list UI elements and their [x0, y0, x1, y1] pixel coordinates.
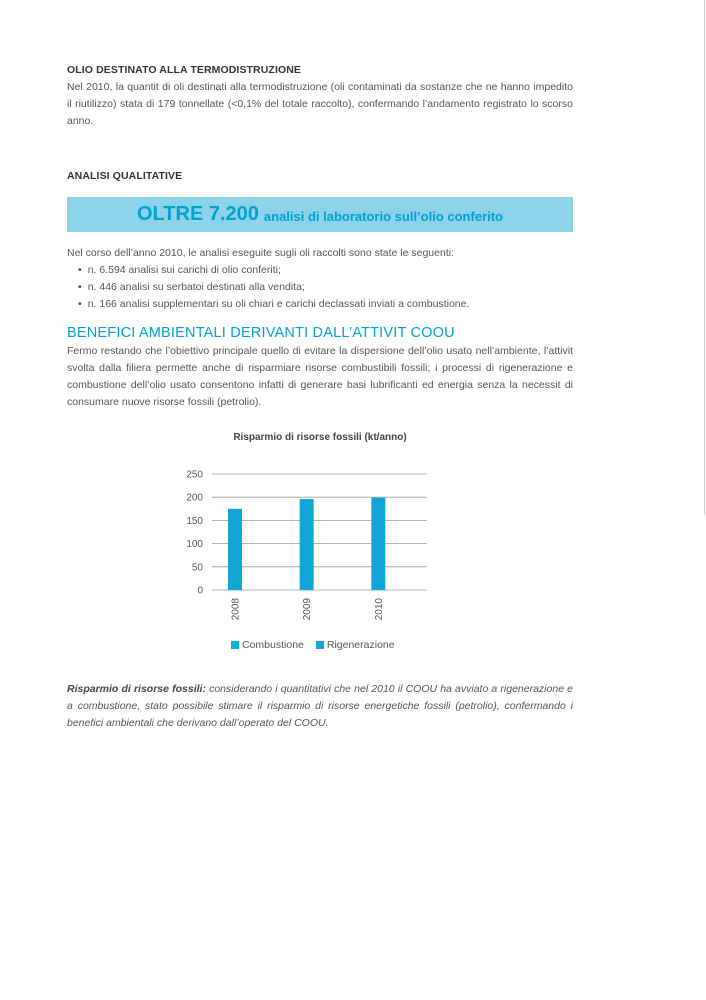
chart-title: Risparmio di risorse fossili (kt/anno)	[233, 432, 407, 443]
x-tick-label: 2008	[230, 598, 242, 621]
analisi-list	[78, 262, 573, 313]
legend-label: Rigenerazione	[326, 639, 395, 651]
section-heading-analisi: ANALISI QUALITATIVE	[67, 170, 183, 182]
y-tick-label: 100	[186, 539, 203, 551]
analisi-intro: Nel corso dell’anno 2010, le analisi eseguite sugli oli raccolti sono state le seguenti:	[67, 247, 454, 259]
y-tick-label: 150	[186, 515, 203, 527]
y-tick-label: 200	[186, 492, 203, 504]
legend-swatch-icon	[316, 641, 324, 649]
x-tick-label: 2010	[373, 598, 385, 621]
legend-item-rigenerazione	[316, 639, 395, 651]
caption-lead: Risparmio di risorse fossili:	[67, 683, 206, 695]
x-tick-label: 2009	[302, 598, 314, 621]
banner-figure: OLTRE 7.200	[137, 203, 259, 225]
benefici-paragraph: Fermo restando che l’obiettivo principale quello di evitare la dispersione dell’olio usato nell’ambiente, l’attivit svolta dalla filiera permette anche di risparmiare risorse combustibili fossili; i processi di rigenerazione e combustione dell’olio usato consentono infatti di generare basi lubrificanti ed energia senza la necessit di consumare nuove risorse fossili (petrolio).	[67, 345, 573, 408]
caption-text: considerando i quantitativi che nel 2010 il COOU ha avviato a rigenerazione e a combustione, stato possibile stimare il risparmio di risorse energetiche fossili (petrolio), confermando i benefici ambientali che derivano dall’operato del COOU.	[67, 683, 574, 729]
highlight-banner	[67, 197, 573, 232]
y-tick-label: 50	[191, 562, 203, 574]
list-item: • n. 6.594 analisi sui carichi di olio conferiti;	[78, 262, 573, 279]
banner-text: analisi di laboratorio sull’olio conferito	[263, 209, 503, 224]
bar-rigenerazione-2009	[300, 499, 314, 590]
x-axis-labels	[231, 598, 385, 621]
legend-label: Combustione	[242, 639, 304, 651]
y-tick-label: 250	[186, 469, 203, 481]
y-tick-label: 0	[197, 585, 203, 597]
benefici-title: BENEFICI AMBIENTALI DERIVANTI DALL’ATTIVIT COOU	[67, 325, 455, 341]
legend-item-combustione	[231, 639, 304, 651]
page-content	[67, 64, 574, 729]
chart-gridlines	[212, 474, 427, 590]
section-heading-termodistruzione: OLIO DESTINATO ALLA TERMODISTRUZIONE	[67, 64, 302, 76]
bar-rigenerazione-2010	[371, 498, 385, 590]
y-axis-labels	[186, 470, 203, 597]
chart-caption	[67, 681, 573, 732]
bar-rigenerazione-2008	[228, 509, 242, 590]
termodistruzione-paragraph: Nel 2010, la quantit di oli destinati alla termodistruzione (oli contaminati da sostanze che ne hanno impedito il riutilizzo) stata di 179 tonnellate (<0,1% del totale raccolto), confermando l’andamento registrato lo scorso anno.	[67, 81, 573, 127]
list-item: • n. 446 analisi su serbatoi destinati alla vendita;	[78, 279, 573, 296]
chart-legend	[231, 639, 395, 651]
legend-swatch-icon	[231, 641, 239, 649]
page-edge-line	[704, 0, 705, 515]
bar-chart	[167, 462, 437, 632]
list-item: • n. 166 analisi supplementari su oli chiari e carichi declassati inviati a combustione.	[78, 296, 573, 313]
